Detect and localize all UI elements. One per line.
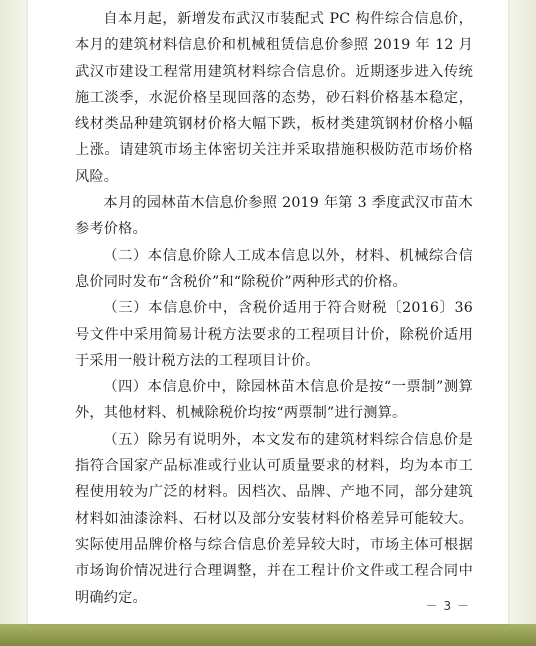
document-body	[75, 6, 473, 611]
paragraph-item-5: （五）除另有说明外，本文发布的建筑材料综合信息价是指符合国家产品标准或行业认可质量要求的材料，均为本市工程使用较为广泛的材料。因档次、品牌、产地不同，部分建筑材料如油漆涂料、石材以及部分安装材料价格差异可能较大。实际使用品牌价格与综合信息价差异较大时，市场主体可根据市场询价情况进行合理调整，并在工程计价文件或工程合同中明确约定。	[75, 431, 473, 606]
paragraph-item-4: （四）本信息价中，除园林苗木信息价是按“一票制”测算外，其他材料、机械除税价均按“两票制”进行测算。	[75, 379, 473, 422]
page-number: － 3 －	[425, 599, 470, 613]
viewer-right-margin	[508, 0, 536, 646]
paragraph-item-2: （二）本信息价除人工成本信息以外，材料、机械综合信息价同时发布“含税价”和“除税价”两种形式的价格。	[75, 247, 473, 290]
paragraph-price-notice: 自本月起，新增发布武汉市装配式 PC 构件综合信息价，本月的建筑材料信息价和机械租赁信息价参照 2019 年 12 月武汉市建设工程常用建筑材料综合信息价。近期逐步进入传统施工淡季，水泥价格呈现回落的态势，砂石料价格基本稳定，线材类品种建筑钢材价格大幅下跌，板材类建筑钢材价格小幅上涨。请建筑市场主体密切关注并采取措施积极防范市场价格风险。	[75, 11, 473, 185]
paragraph-nursery-reference: 本月的园林苗木信息价参照 2019 年第 3 季度武汉市苗木参考价格。	[75, 195, 473, 238]
paragraph-item-3: （三）本信息价中，含税价适用于符合财税〔2016〕36 号文件中采用简易计税方法要求的工程项目计价，除税价适用于采用一般计税方法的工程项目计价。	[75, 300, 473, 369]
document-page	[28, 0, 508, 624]
viewer-bottom-strip	[0, 624, 536, 646]
viewer-left-margin	[0, 0, 28, 646]
